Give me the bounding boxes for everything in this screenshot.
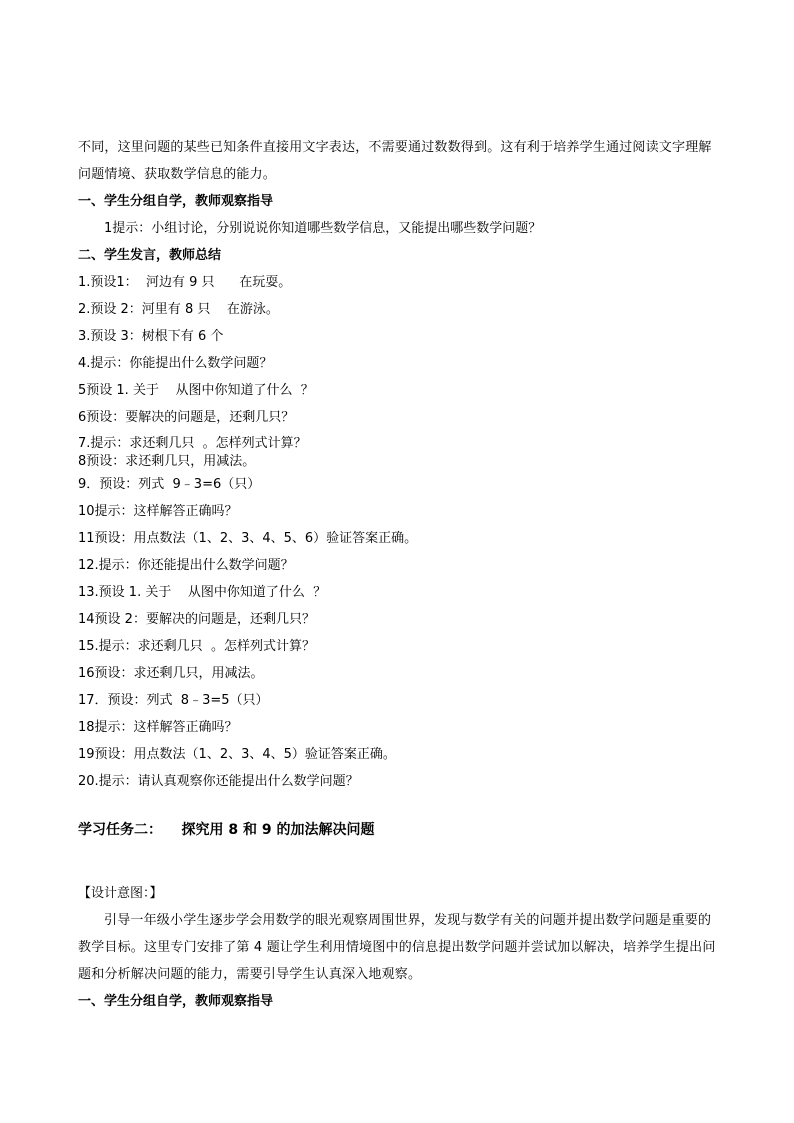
- list-item: 19预设：用点数法（1、2、3、4、5）验证答案正确。: [78, 747, 396, 762]
- section-heading-student-speech: 二、学生发言，教师总结: [78, 248, 222, 263]
- section-heading-group-study: 一、学生分组自学，教师观察指导: [78, 194, 274, 209]
- list-item: 15.提示：求还剩几只 。怎样列式计算？: [78, 639, 315, 654]
- intro-paragraph: 不同，这里问题的某些已知条件直接用文字表达，不需要通过数数得到。这有利于培养学生通过阅读文字理解问题情境、获取数学信息的能力。: [78, 140, 712, 182]
- list-item: 10提示：这样解答正确吗？: [78, 504, 238, 519]
- list-item: 12.提示：你还能提出什么数学问题？: [78, 558, 294, 573]
- section-heading-group-study-2: 一、学生分组自学，教师观察指导: [78, 994, 274, 1009]
- list-item: 9．预设：列式 9﹣3=6（只）: [78, 477, 261, 492]
- list-item: 1.预设1： 河边有 9 只 在玩耍。: [78, 275, 292, 290]
- design-intent-paragraph: 引导一年级小学生逐步学会用数学的眼光观察周围世界，发现与数学有关的问题并提出数学问题是重要的教学目标。这里专门安排了第 4 题让学生利用情境图中的信息提出数学问题并尝试加以解决，培养学生提出问题和分析解决问题的能力，需要引导学生认真深入地观察。: [78, 913, 716, 982]
- discussion-hint: 1提示：小组讨论，分别说说你知道哪些数学信息，又能提出哪些数学问题？: [104, 221, 542, 236]
- list-item: 3.预设 3：树根下有 6 个: [78, 329, 224, 344]
- list-item: 13.预设 1. 关于 从图中你知道了什么 ？: [78, 585, 327, 600]
- list-item: 17．预设：列式 8﹣3=5（只）: [78, 693, 269, 708]
- list-item: 14预设 2：要解决的问题是，还剩几只？: [78, 612, 315, 627]
- list-item: 18提示：这样解答正确吗？: [78, 720, 238, 735]
- list-item: 20.提示：请认真观察你还能提出什么数学问题？: [78, 774, 359, 789]
- list-item: 5预设 1. 关于 从图中你知道了什么 ？: [78, 383, 314, 398]
- list-item: 2.预设 2：河里有 8 只 在游泳。: [78, 302, 279, 317]
- list-item: 6预设：要解决的问题是，还剩几只？: [78, 410, 295, 425]
- list-item: 11预设：用点数法（1、2、3、4、5、6）验证答案正确。: [78, 531, 418, 546]
- list-item: 8预设：求还剩几只，用减法。: [78, 454, 256, 469]
- preset-list: [78, 269, 718, 795]
- document-page: [78, 134, 718, 1015]
- list-item: 16预设：求还剩几只，用减法。: [78, 666, 264, 681]
- list-item: 7.提示：求还剩几只 。怎样列式计算？: [78, 436, 307, 451]
- learning-task-two-title: 学习任务二： 探究用 8 和 9 的加法解决问题: [78, 822, 375, 838]
- design-intent-label: 【设计意图：】: [78, 886, 163, 901]
- list-item: 4.提示：你能提出什么数学问题？: [78, 356, 273, 371]
